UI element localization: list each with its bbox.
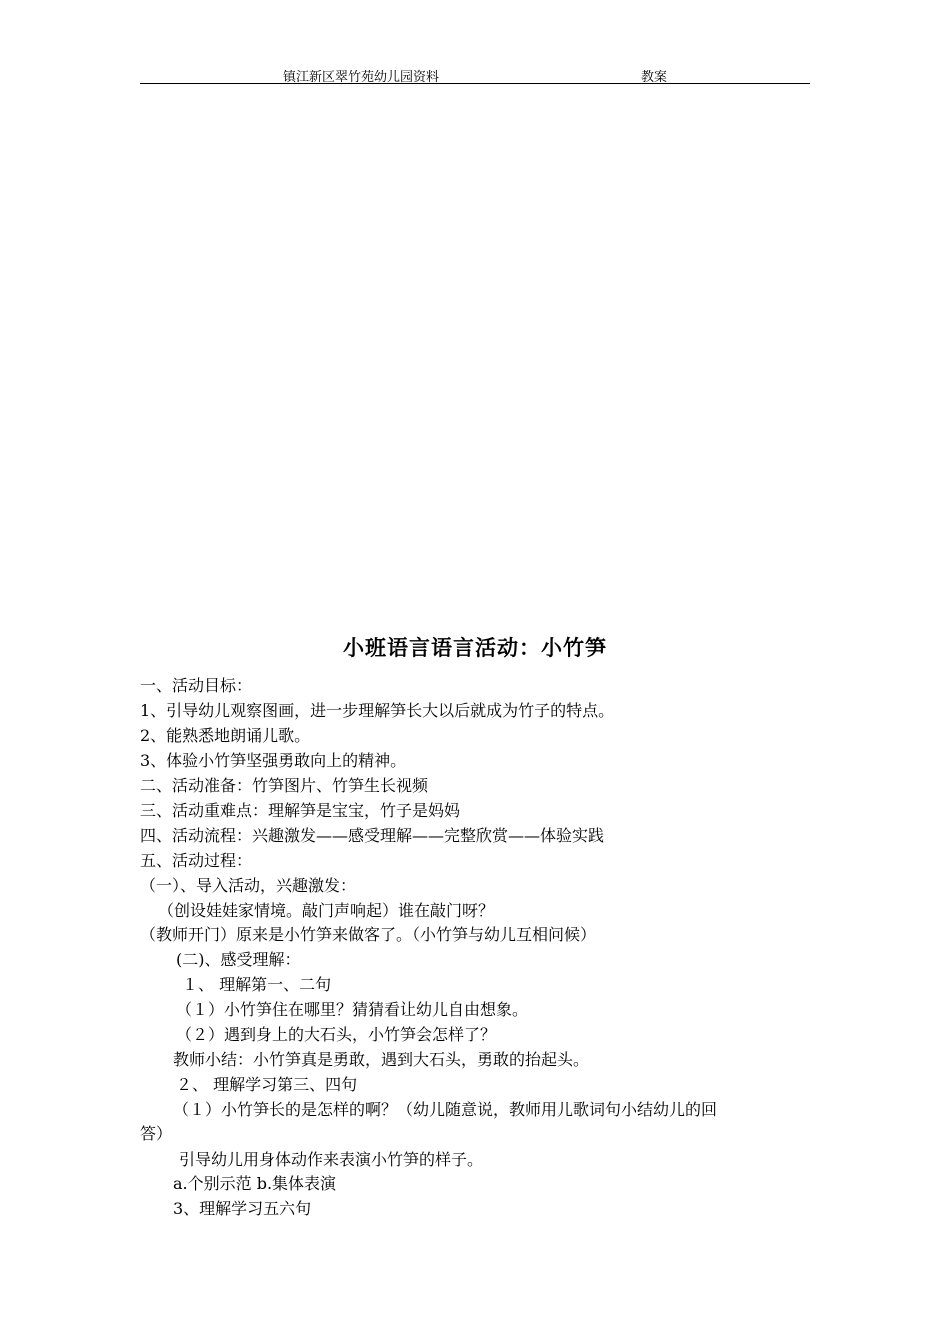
body-paragraph: 引导幼儿用身体动作来表演小竹笋的样子。 xyxy=(179,1150,484,1169)
question-item: （１）小竹笋长的是怎样的啊？（幼儿随意说，教师用儿歌词句小结幼儿的回 xyxy=(173,1100,718,1119)
objective-item: 1、引导幼儿观察图画，进一步理解笋长大以后就成为竹子的特点。 xyxy=(140,701,615,720)
body-paragraph: 教师小结：小竹笋真是勇敢，遇到大石头，勇敢的抬起头。 xyxy=(173,1050,590,1069)
header-school-name: 镇江新区翠竹苑幼儿园资料 xyxy=(283,70,440,85)
question-item: （１）小竹笋住在哪里？猜猜看让幼儿自由想象。 xyxy=(176,1000,529,1019)
subsection-heading: （一）、导入活动，兴趣激发： xyxy=(140,876,357,895)
step-heading: １、 理解第一、二句 xyxy=(182,975,332,994)
header-doc-type: 教案 xyxy=(641,70,668,85)
question-item: （２）遇到身上的大石头，小竹笋会怎样了？ xyxy=(176,1025,497,1044)
section-heading: 二、活动准备：竹笋图片、竹笋生长视频 xyxy=(140,776,429,795)
body-paragraph: （创设娃娃家情境。敲门声响起）谁在敲门呀？ xyxy=(158,901,495,920)
objective-item: 2、能熟悉地朗诵儿歌。 xyxy=(140,726,311,745)
section-heading: 五、活动过程： xyxy=(140,851,253,870)
document-title: 小班语言语言活动：小竹笋 xyxy=(343,635,607,660)
section-heading: 四、活动流程：兴趣激发——感受理解——完整欣赏——体验实践 xyxy=(140,826,605,845)
step-heading: 3、理解学习五六句 xyxy=(173,1199,312,1218)
section-heading: 一、活动目标： xyxy=(140,676,253,695)
objective-item: 3、体验小竹笋坚强勇敢向上的精神。 xyxy=(140,751,407,770)
section-heading: 三、活动重难点：理解笋是宝宝，竹子是妈妈 xyxy=(140,801,461,820)
header-rule xyxy=(140,83,810,84)
question-item-continued: 答） xyxy=(140,1124,173,1143)
body-paragraph: a.个别示范 b.集体表演 xyxy=(173,1174,337,1193)
subsection-heading: (二)、感受理解： xyxy=(176,950,301,969)
step-heading: ２、 理解学习第三、四句 xyxy=(176,1075,358,1094)
body-paragraph: （教师开门）原来是小竹笋来做客了。（小竹笋与幼儿互相问候） xyxy=(140,925,597,944)
